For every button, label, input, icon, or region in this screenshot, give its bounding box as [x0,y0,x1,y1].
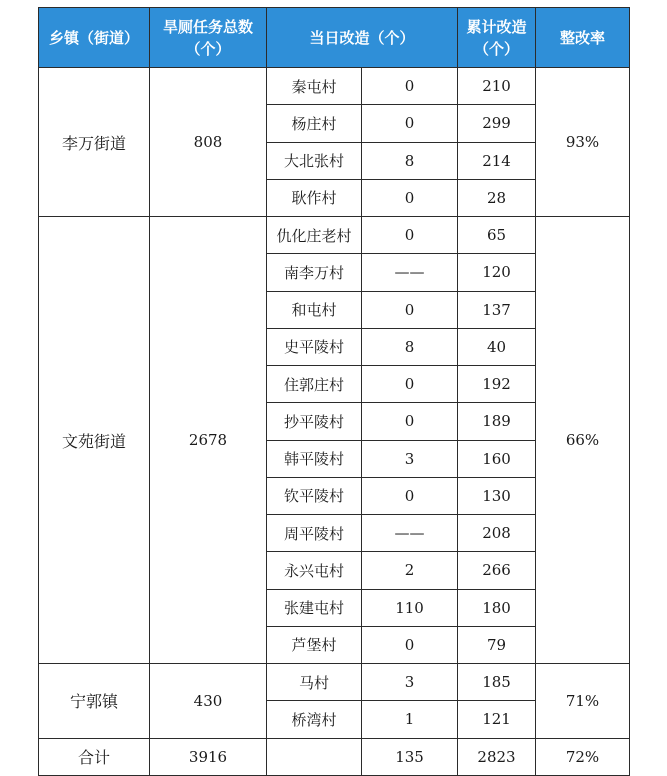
village-cell: 耿作村 [267,179,362,216]
cumulative-cell: 180 [458,589,536,626]
header-cumulative [458,8,536,68]
table-row [39,68,630,105]
task-total-cell: 430 [150,664,267,739]
today-cell: —— [362,254,458,291]
cumulative-cell: 28 [458,179,536,216]
header-task-total [150,8,267,68]
today-cell: 8 [362,142,458,179]
cumulative-cell: 192 [458,366,536,403]
today-cell: 0 [362,217,458,254]
table-header [39,8,630,68]
today-cell: 0 [362,366,458,403]
village-cell: 大北张村 [267,142,362,179]
village-cell: 桥湾村 [267,701,362,738]
cumulative-cell: 208 [458,515,536,552]
today-cell: 0 [362,68,458,105]
village-cell: 周平陵村 [267,515,362,552]
cumulative-cell: 299 [458,105,536,142]
header-task-line1: 旱厕任务总数 [162,17,253,36]
table-row [39,664,630,701]
cumulative-cell: 79 [458,626,536,663]
village-cell: 杨庄村 [267,105,362,142]
today-cell: 8 [362,328,458,365]
village-cell: 韩平陵村 [267,440,362,477]
table-row [39,217,630,254]
village-cell: 抄平陵村 [267,403,362,440]
total-cumulative-cell: 2823 [458,738,536,775]
today-cell: 2 [362,552,458,589]
town-cell: 宁郭镇 [39,664,150,739]
today-cell: 1 [362,701,458,738]
today-cell: 0 [362,626,458,663]
today-cell: 0 [362,179,458,216]
village-cell: 张建屯村 [267,589,362,626]
header-rate [536,8,630,68]
task-total-cell: 808 [150,68,267,217]
today-cell: 110 [362,589,458,626]
village-cell: 和屯村 [267,291,362,328]
rate-cell: 71% [536,664,630,739]
total-label-cell: 合计 [39,738,150,775]
cumulative-cell: 40 [458,328,536,365]
header-town [39,8,150,68]
today-cell: 3 [362,664,458,701]
total-row [39,738,630,775]
cumulative-cell: 121 [458,701,536,738]
today-cell: —— [362,515,458,552]
rate-cell: 93% [536,68,630,217]
header-rate-label: 整改率 [560,28,606,47]
cumulative-cell: 160 [458,440,536,477]
toilet-renovation-table [38,7,630,776]
village-cell: 仇化庄老村 [267,217,362,254]
cumulative-cell: 210 [458,68,536,105]
total-empty-cell [267,738,362,775]
village-cell: 史平陵村 [267,328,362,365]
header-today [267,8,458,68]
town-cell: 李万街道 [39,68,150,217]
cumulative-cell: 214 [458,142,536,179]
village-cell: 住郭庄村 [267,366,362,403]
table-body [39,68,630,776]
header-cum-line1: 累计改造 [466,17,527,36]
today-cell: 3 [362,440,458,477]
header-task-line2: （个） [185,39,231,58]
cumulative-cell: 185 [458,664,536,701]
today-cell: 0 [362,105,458,142]
village-cell: 马村 [267,664,362,701]
task-total-cell: 2678 [150,217,267,664]
rate-cell: 66% [536,217,630,664]
total-rate-cell: 72% [536,738,630,775]
today-cell: 0 [362,477,458,514]
cumulative-cell: 130 [458,477,536,514]
cumulative-cell: 137 [458,291,536,328]
cumulative-cell: 189 [458,403,536,440]
header-cum-line2: （个） [474,39,520,58]
today-cell: 0 [362,403,458,440]
village-cell: 芦堡村 [267,626,362,663]
town-cell: 文苑街道 [39,217,150,664]
village-cell: 南李万村 [267,254,362,291]
total-today-cell: 135 [362,738,458,775]
header-town-label: 乡镇（街道） [48,28,139,47]
cumulative-cell: 266 [458,552,536,589]
cumulative-cell: 65 [458,217,536,254]
village-cell: 永兴屯村 [267,552,362,589]
total-task-cell: 3916 [150,738,267,775]
header-today-label: 当日改造（个） [309,28,415,47]
today-cell: 0 [362,291,458,328]
village-cell: 钦平陵村 [267,477,362,514]
cumulative-cell: 120 [458,254,536,291]
village-cell: 秦屯村 [267,68,362,105]
